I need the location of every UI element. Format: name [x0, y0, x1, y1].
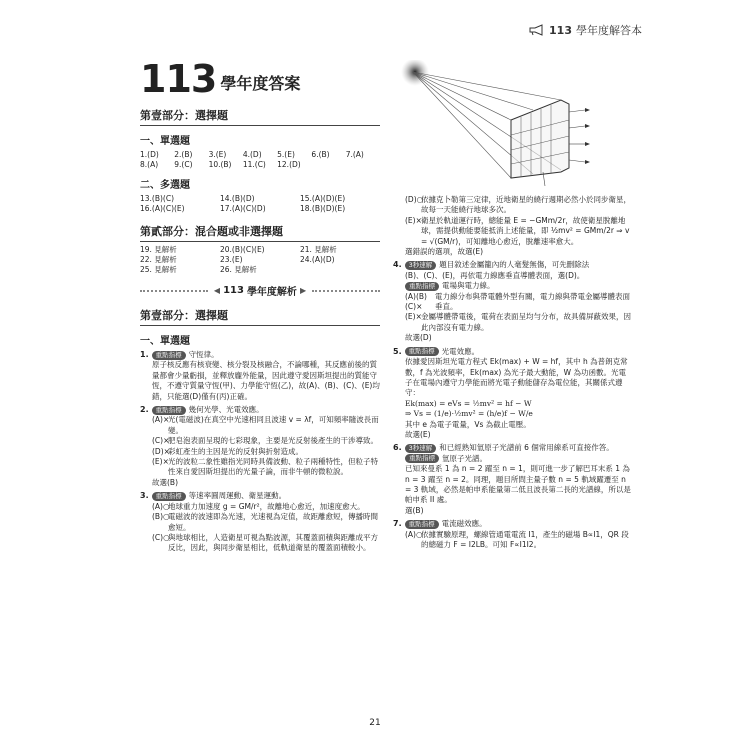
question-subhead [405, 281, 633, 291]
question-subhead [405, 454, 633, 464]
answer-item: 14.(B)(D) [220, 194, 255, 203]
analysis-part-heading: 第壹部分：選擇題 [140, 309, 228, 322]
question-topic: 電流磁效應。 [441, 519, 487, 529]
option-text: 衛星於軌道運行時，總能量 E = −GMm/2r，故使衛星脫離地球，需提供動能要能抵消上述能量，即 ½mv² = GMm/2r ⇒ v = √(GM/r)，可知離地心愈近，脫離速率愈大。 [421, 215, 630, 246]
quick-solve-tag: 3秒速解 [405, 261, 437, 270]
option-line [152, 502, 380, 512]
option-line [152, 533, 380, 554]
key-point-tag: 重點指標 [152, 406, 186, 415]
part1-heading: 第壹部分：選擇題 [140, 109, 228, 122]
answer-item: 19. 見解析 [140, 245, 177, 254]
option-text: 彩虹產生的主因是光的反射與折射造成。 [168, 446, 303, 456]
question-5 [393, 347, 633, 441]
answer-item: 8.(A) [140, 160, 159, 169]
option-key: (E)× [405, 312, 422, 322]
question-head [393, 260, 633, 270]
question-3 [140, 491, 380, 553]
question-tail: 其中 e 為電子電量，Vs 為截止電壓。 [405, 419, 531, 429]
page-title [140, 57, 380, 101]
answer-item: 25. 見解析 [140, 265, 177, 274]
question-topic: 題目敘述金屬籠內的人毫髮無傷，可先刪除法 [439, 260, 590, 270]
answer-item: 23.(E) [220, 255, 243, 264]
answer-line: 故選(D) [405, 333, 432, 343]
option-key: (A)× [152, 415, 170, 425]
answer-item: 18.(B)(D)(E) [300, 204, 346, 213]
option-text: 依據克卜勒第三定律，近地衛星的繞行週期必然小於同步衛星，故每一天能繞行地球多次。 [421, 195, 631, 215]
mixed-answers [140, 245, 380, 275]
band-year: 113 [223, 285, 244, 296]
option-text: 電力線分布與帶電體外型有關，電力線與帶電金屬導體表面垂直。 [435, 291, 630, 312]
answer-item: 10.(B) [208, 160, 232, 169]
formula-line: ⇒ Vs = (1/e)·½mv² = (h/e)f − W/e [405, 409, 533, 419]
question-head [393, 519, 633, 529]
answer-item: 24.(A)(D) [300, 255, 335, 264]
analysis-band-label [214, 283, 306, 298]
question-topic: 光電效應。 [441, 346, 480, 356]
answer-line: 故選(E) [405, 429, 431, 439]
question-number: 1. [140, 350, 149, 359]
title-year: 113 [140, 57, 217, 101]
header-year: 113 [549, 23, 572, 37]
quick-solve-tag: 3秒速解 [405, 444, 437, 453]
option-line [405, 312, 633, 333]
option-line [405, 530, 633, 551]
question-head [393, 347, 633, 357]
title-text: 學年度答案 [220, 74, 301, 93]
answer-item: 4.(D) [242, 150, 262, 159]
question-number: 3. [140, 491, 149, 501]
option-key: (E)× [152, 457, 169, 467]
option-line [152, 447, 380, 457]
question-head [393, 443, 633, 453]
triangle-right-icon: ▶ [299, 286, 307, 295]
answer-item: 5.(E) [277, 150, 295, 159]
key-point-tag: 重點指標 [152, 351, 186, 360]
option-line [152, 415, 380, 436]
answer-item: 15.(A)(D)(E) [300, 194, 346, 203]
running-header [529, 22, 642, 38]
question-body: 已知來曼系 1 為 n = 2 躍至 n = 1，則可進一步了解巴耳末系 1 為 n = 3 躍至 n = 2。同理，題目所問主量子數 n = 5 軌域躍遷至 n = 3 軌域，必然是帕申系能量第二低且波長第二長的光譜線，所以是帕申系 II 處。 [405, 464, 631, 505]
page-number: 21 [369, 718, 381, 728]
answer-item: 12.(D) [277, 160, 301, 169]
question-topic: 和已經熟知氫原子光譜前 6 個常用線系可直接作答。 [439, 443, 614, 453]
left-column [140, 57, 380, 554]
answer-item: 13.(B)(C) [140, 194, 175, 203]
answer-item: 3.(E) [208, 150, 227, 159]
option-key: (D)× [152, 446, 170, 456]
question-body: 依據愛因斯坦光電方程式 Ek(max) + W = hf，其中 h 為普朗克常數，f 為光波頻率，Ek(max) 為光子最大動能，W 為功函數。光電子在電場內遵守力學能而將光電子動能儲存為電位能，其關係式遵守： [405, 357, 628, 398]
part2-heading: 第貳部分：混合題或非選擇題 [140, 225, 283, 238]
band-dots-left [140, 290, 208, 292]
question-topic: 電場與電力線。 [442, 281, 495, 291]
answer-item: 16.(A)(C)(E) [140, 204, 185, 213]
option-text: 光的波粒二象性雖指光同時具備波動、粒子兩種特性，但粒子特性來自愛因斯坦提出的光量子論，而非牛頓的微粒說。 [168, 457, 378, 477]
question-number: 5. [393, 346, 402, 356]
analysis-band [140, 283, 380, 298]
key-point-tag: 重點指標 [405, 454, 439, 463]
question-topic: 守恆律。 [188, 350, 219, 359]
question-topic: 氫原子光譜。 [442, 453, 487, 463]
answer-line: 選錯誤的選項，故選(E) [405, 247, 484, 257]
formula-line: Ek(max) = eVs = ½mv² = hf − W [405, 398, 532, 408]
option-text: 電磁波的波速即為光速，光速視為定值，故距離愈短，傳播時間愈短。 [168, 512, 378, 532]
option-line [152, 457, 380, 478]
option-text: 光(電磁波)在真空中光速相同且波速 v = λf，可知頻率隨波長而變。 [168, 415, 379, 435]
option-key: (D)○ [405, 195, 424, 204]
option-line [405, 216, 633, 247]
answer-item: 20.(B)(C)(E) [220, 245, 265, 254]
key-point-tag: 重點指標 [405, 347, 439, 356]
option-line [152, 512, 380, 533]
option-line [405, 292, 633, 313]
band-text: 學年度解析 [246, 287, 297, 298]
header-text: 學年度解答本 [576, 24, 642, 37]
divider [140, 241, 380, 242]
question-topic: 幾何光學、光電效應。 [188, 405, 264, 415]
single-answers [140, 150, 380, 170]
multi-choice-heading: 二、多選題 [140, 180, 190, 191]
answer-item: 6.(B) [311, 150, 330, 159]
answer-item: 2.(B) [174, 150, 193, 159]
option-text: 肥皂泡表面呈現的七彩現象，主要是光反射後產生的干涉導致。 [168, 436, 378, 446]
metal-cage-figure [393, 60, 625, 188]
option-key: (C)○ [152, 532, 170, 542]
question-topic-cont: (B)、(C)、(E)，再依電力線應垂直導體表面，選(D)。 [405, 270, 585, 280]
option-key: (A)○ [405, 529, 423, 539]
key-point-tag: 重點指標 [405, 520, 439, 529]
question-topic: 等速率圓周運動、衛星運動。 [188, 491, 287, 501]
question-head [140, 491, 380, 501]
right-column [393, 60, 633, 550]
option-key: (B)○ [152, 512, 170, 522]
option-key: (A)(B)(C)× [405, 291, 427, 312]
answer-item: 11.(C) [242, 160, 266, 169]
question-head [140, 405, 380, 415]
answer-item: 21. 見解析 [300, 245, 337, 254]
question-number: 6. [393, 443, 402, 453]
divider [140, 125, 380, 126]
option-text: 地球重力加速度 g = GM/r²，故離地心愈近，加速度愈大。 [168, 501, 365, 511]
question-body: 原子核反應有核衰變、核分裂及核融合，不論哪種，其反應前後的質量都會少量虧損，並釋放龐外能量，因此遵守愛因斯坦提出的質能守恆，不遵守質量守恆(甲)、力學能守恆(乙)，故(A)、(B)、(C)、(E)均錯，只能選(D)僅有(丙)正確。 [152, 360, 380, 401]
answer-item: 17.(A)(C)(D) [220, 204, 266, 213]
key-point-tag: 重點指標 [405, 282, 439, 291]
option-key: (A)○ [152, 501, 170, 511]
triangle-left-icon: ◀ [213, 286, 221, 295]
divider [140, 325, 380, 326]
option-text: 金屬導體帶電後，電荷在表面呈均勻分布，故具備屏蔽效果，因此內部沒有電力線。 [421, 312, 631, 332]
question-7 [393, 519, 633, 550]
question-head [140, 350, 380, 360]
question-4 [393, 260, 633, 343]
single-choice-heading: 一、單選題 [140, 136, 190, 147]
option-key: (C)× [152, 436, 170, 446]
option-line [405, 195, 633, 216]
question-1 [140, 350, 380, 402]
multi-answers [140, 194, 380, 214]
answer-item: 7.(A) [345, 150, 364, 159]
option-text: 與地球相比，人造衛星可視為點波源，其覆蓋面積與距離成平方反比，因此，與同步衛星相比，低軌道衛星的覆蓋面積較小。 [168, 532, 378, 553]
question-number: 7. [393, 519, 402, 529]
answer-item: 26. 見解析 [220, 265, 257, 274]
question-number: 2. [140, 405, 149, 415]
key-point-tag: 重點指標 [152, 492, 186, 501]
option-key: (E)× [405, 215, 422, 225]
answer-item: 9.(C) [174, 160, 193, 169]
answer-item: 22. 見解析 [140, 255, 177, 264]
analysis-single-heading: 一、單選題 [140, 336, 190, 347]
megaphone-icon [529, 24, 545, 36]
answer-line: 選(B) [405, 505, 424, 515]
option-line [152, 436, 380, 446]
question-number: 4. [393, 260, 402, 270]
answer-item: 1.(D) [140, 150, 159, 159]
option-text: 依據實驗原理，螺線管通電電流 I1，產生的磁場 B∝I1，QR 段的總磁力 F = I2LB。可知 F∝I1I2。 [421, 529, 629, 549]
question-6 [393, 443, 633, 516]
question-3-continued [393, 195, 633, 257]
question-2 [140, 405, 380, 488]
band-dots-right [312, 290, 380, 292]
answer-line: 故選(B) [152, 477, 178, 487]
